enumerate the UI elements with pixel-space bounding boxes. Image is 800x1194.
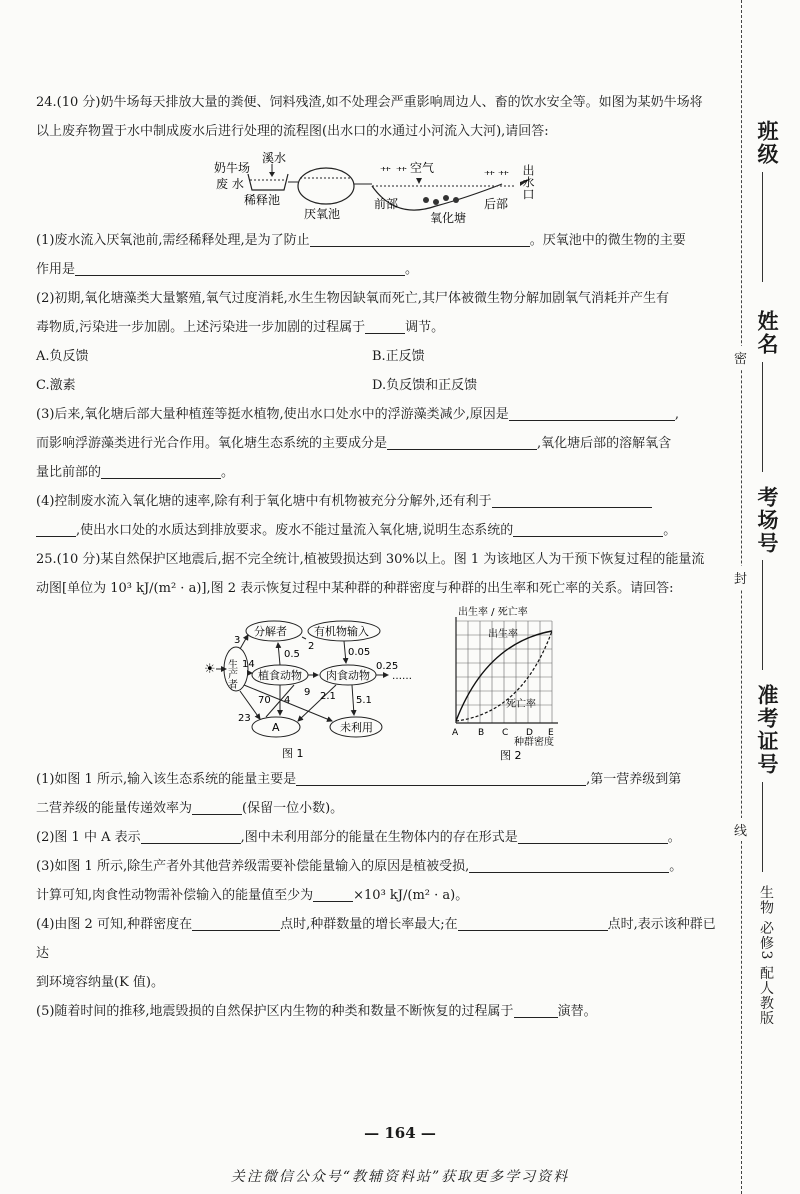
svg-text:有机物输入: 有机物输入	[314, 625, 369, 638]
birth-death-chart	[452, 605, 558, 762]
svg-text:4: 4	[284, 695, 291, 706]
seal-mark: 密	[734, 346, 747, 369]
svg-text:70: 70	[258, 695, 271, 706]
svg-text:⺿: ⺿	[484, 170, 495, 183]
svg-text:A: A	[452, 728, 459, 738]
dilution-tank	[248, 174, 288, 190]
svg-text:⺿: ⺿	[396, 166, 407, 179]
svg-text:2: 2	[308, 641, 315, 652]
svg-text:2.1: 2.1	[320, 691, 336, 702]
footer-note: 关注微信公众号“教辅资料站”获取更多学习资料	[230, 1169, 570, 1185]
q24-options-cd: C.激素 D.负反馈和正反馈	[36, 378, 478, 393]
pond-label: 氧化塘	[430, 211, 467, 225]
main-content: 24.(10 分)奶牛场每天排放大量的粪便、饲料残渣,如不处理会严重影响周边人、畜的饮水安全等。如图为某奶牛场将 以上废弃物置于水中制成废水后进行处理的流程图(出水口的水通过小河流入大河),请回答: 奶牛场 废 水 溪水 稀释池 厌氧池 空气 ⺿ ⺿ ⺿ ⺿ 前部 氧化塘 后部 出水口 (1)废水流入厌氧池前,需经稀释处理,是为了防止 。厌氧池中的微生物的主要 作用是 。 (2)初期,氧化塘藻类大量繁殖,氧气过度消耗,水生生物因缺氧而死亡,其尸体被微生物分解加剧氧气消耗并产生有 毒物质,污染进一步加剧。上述污染进一步加剧的过程属于 调节。 A.负反馈 B.正反馈 C.激素 D.负反馈和正反馈 (3)后来,氧化塘后部大量种植莲等挺水植物,使出水口处水中的浮游藻类减少,原因是 , 而影响浮游藻类进行光合作用。氧化塘生态系统的主要成分是 ,氧化塘后部的溶解氧含 量比前部的 。 (4)控制废水流入氧化塘的速率,除有利于氧化塘中有机物被充分分解外,还有利于 ,使出水口处的水质达到排放要求。废水不能过量流入氧化塘,说明生态系统的 。 25.(10 分)某自然保护区地震后,据不完全统计,植被毁损达到 30%以上。图 1 为该地区人为干预下恢复过程的能量流 动图[单位为 10³ kJ/(m² · a)],图 2 表示恢复过程中某种群的种群密度与种群的出生率和死亡率的关系。请回答: ☀ 生产者 分解者 有机物输入 植食动物 肉食动物 A 未利用 3 14 70 23 4 0.5 2 0.05 9 2.1 5.1 0.25 …… 图 1 出生率 / 死亡率 出生率 死亡率 A B C D E 种群密度 图 2 (1)如图 1 所示,输入该生态系统的能量主要是 ,第一营养级到第 二营养级的能量传递效率为 (保留一位小数)。 (2)图 1 中 A 表示 ,图中未利用部分的能量在生物体内的存在形式是 。 (3)如图 1 所示,除生产者外其他营养级需要补偿能量输入的原因是植被受损, 。 计算可知,肉食性动物需补偿输入的能量值至少为 ×10³ kJ/(m² · a)。 (4)由图 2 可知,种群密度在 点时,种群数量的增长率最大;在 点时,表示该种群已达 到环境容纳量(K 值)。 (5)随着时间的推移,地震毁损的自然保护区内生物的种类和数量不断恢复的过程属于 演替。	[36, 88, 724, 1026]
front-label: 前部	[374, 197, 399, 211]
seal-mark: 线	[734, 818, 747, 841]
q24-options-ab: A.负反馈 B.正反馈	[36, 349, 425, 364]
svg-text:肉食动物: 肉食动物	[326, 669, 370, 682]
air-label: 空气	[410, 161, 435, 175]
svg-text:……: ……	[392, 671, 412, 682]
svg-text:E: E	[548, 728, 554, 738]
q25-intro: 25.(10 分)某自然保护区地震后,据不完全统计,植被毁损达到 30%以上。图 1 为该地区人为干预下恢复过程的能量流	[36, 552, 705, 567]
cut-line	[741, 0, 742, 1194]
anaerobic-tank	[298, 168, 354, 204]
dilution-label: 稀释池	[244, 193, 281, 207]
producer-label: 生产者	[225, 659, 237, 689]
svg-text:A: A	[272, 721, 280, 734]
birth-label: 出生率	[488, 629, 518, 640]
svg-text:未利用: 未利用	[340, 721, 373, 734]
svg-text:0.05: 0.05	[348, 647, 371, 658]
fig2-ylabel: 出生率 / 死亡率	[458, 607, 528, 618]
q25-figures	[36, 603, 724, 765]
svg-text:植食动物: 植食动物	[258, 669, 302, 682]
exam-id-label: 准考证号	[755, 684, 780, 776]
svg-text:C: C	[502, 728, 509, 738]
svg-text:⺿: ⺿	[380, 166, 391, 179]
svg-text:分解者: 分解者	[254, 625, 287, 638]
q24-intro: 24.(10 分)奶牛场每天排放大量的粪便、饲料残渣,如不处理会严重影响周边人、畜的饮水安全等。如图为某奶牛场将	[36, 95, 703, 110]
outlet-label: 出水口	[521, 164, 535, 200]
exam-room-label: 考场号	[755, 486, 780, 555]
svg-text:9: 9	[304, 687, 311, 698]
subject-label: 生物 必修3 配人教版	[758, 885, 774, 1026]
fig2-caption: 图 2	[500, 749, 522, 762]
farm-label-2: 废 水	[216, 177, 244, 191]
svg-text:23: 23	[238, 713, 251, 724]
name-label: 姓名	[755, 310, 780, 356]
page-number: — 164 —	[364, 1124, 436, 1142]
svg-text:⺿: ⺿	[498, 170, 509, 183]
fig2-xlabel: 种群密度	[514, 737, 554, 748]
svg-text:5.1: 5.1	[356, 695, 372, 706]
svg-text:B: B	[478, 728, 485, 738]
svg-text:D: D	[526, 728, 533, 738]
q24-flow-diagram	[36, 146, 724, 226]
svg-text:14: 14	[242, 659, 255, 670]
svg-text:3: 3	[234, 635, 241, 646]
sun-icon: ☀	[204, 662, 216, 677]
energy-flow-diagram	[204, 621, 412, 760]
svg-text:0.5: 0.5	[284, 649, 300, 660]
farm-label-1: 奶牛场	[214, 161, 251, 175]
seal-mark: 封	[734, 566, 747, 589]
creek-label: 溪水	[262, 151, 287, 165]
svg-text:0.25: 0.25	[376, 661, 399, 672]
class-label: 班级	[755, 120, 780, 166]
rear-label: 后部	[484, 197, 509, 211]
anaerobic-label: 厌氧池	[304, 207, 341, 221]
death-label: 死亡率	[506, 699, 536, 710]
fig1-caption: 图 1	[282, 747, 304, 760]
